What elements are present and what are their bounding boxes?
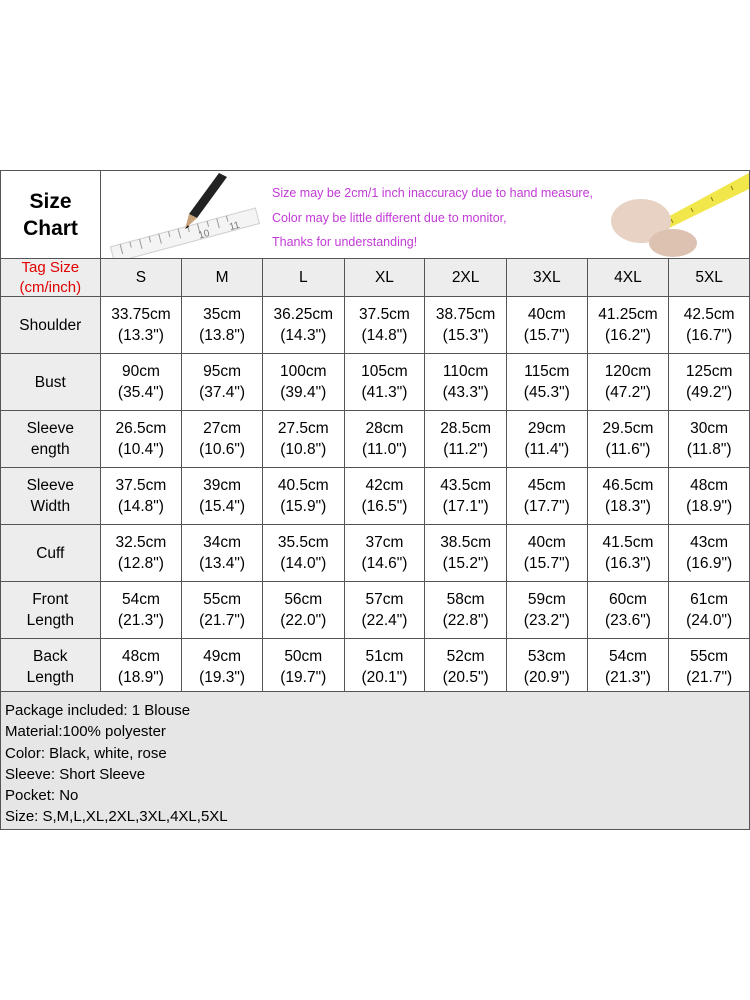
value-cm: 95cm bbox=[203, 363, 242, 380]
measurement-cell bbox=[344, 582, 425, 638]
value-inch: (20.1") bbox=[361, 669, 408, 686]
value-cm: 40cm bbox=[527, 534, 566, 551]
measurement-cell bbox=[668, 354, 749, 410]
measurement-cell bbox=[587, 297, 669, 353]
value-cm: 43cm bbox=[690, 534, 729, 551]
ruler-label: 11 bbox=[228, 219, 242, 234]
measurement-cell bbox=[100, 411, 182, 467]
measurement-label-line: Sleeve bbox=[26, 420, 74, 437]
value-cm: 110cm bbox=[442, 363, 489, 380]
measurement-row bbox=[1, 638, 749, 695]
value-inch: (17.1") bbox=[442, 498, 489, 515]
measurement-cell bbox=[344, 639, 425, 695]
measurement-cell bbox=[424, 525, 506, 581]
chart-title bbox=[1, 171, 101, 258]
size-table bbox=[1, 258, 749, 695]
measurement-cell bbox=[262, 525, 344, 581]
value-cm: 41.5cm bbox=[602, 534, 654, 551]
measurement-cell bbox=[262, 297, 344, 353]
value-cm: 51cm bbox=[365, 648, 404, 665]
value-cm: 125cm bbox=[685, 363, 733, 380]
value-cm: 33.75cm bbox=[111, 306, 171, 323]
value-cm: 30cm bbox=[690, 420, 729, 437]
size-header-cell: 2XL bbox=[424, 259, 506, 296]
measurement-cell bbox=[344, 468, 425, 524]
value-cm: 26.5cm bbox=[115, 420, 167, 437]
value-cm: 29.5cm bbox=[602, 420, 654, 437]
measurement-cell bbox=[181, 354, 262, 410]
measurement-cell bbox=[506, 354, 587, 410]
value-inch: (13.3") bbox=[117, 327, 164, 344]
value-inch: (45.3") bbox=[523, 384, 570, 401]
value-inch: (15.2") bbox=[442, 555, 489, 572]
measurement-cell bbox=[668, 582, 749, 638]
value-inch: (11.6") bbox=[605, 441, 651, 458]
value-cm: 56cm bbox=[284, 591, 323, 608]
value-cm: 54cm bbox=[121, 591, 160, 608]
value-inch: (21.3") bbox=[117, 612, 164, 629]
value-inch: (41.3") bbox=[361, 384, 408, 401]
measurement-cell bbox=[262, 411, 344, 467]
measurement-cell bbox=[587, 411, 669, 467]
value-cm: 48cm bbox=[121, 648, 160, 665]
info-material: Material:100% polyester bbox=[5, 723, 166, 741]
size-header-cell: 5XL bbox=[668, 259, 749, 296]
value-cm: 37.5cm bbox=[359, 306, 410, 323]
value-cm: 58cm bbox=[446, 591, 485, 608]
value-inch: (16.5") bbox=[361, 498, 408, 515]
measurement-cell bbox=[181, 297, 262, 353]
measurement-cell bbox=[668, 468, 749, 524]
value-inch: (21.7") bbox=[199, 612, 246, 629]
size-header-cell: L bbox=[262, 259, 344, 296]
value-inch: (15.7") bbox=[523, 555, 570, 572]
chart-title-line: Size bbox=[29, 189, 72, 213]
size-header-row bbox=[1, 258, 749, 296]
value-cm: 35cm bbox=[203, 306, 242, 323]
value-cm: 55cm bbox=[690, 648, 729, 665]
measurement-cell bbox=[100, 525, 182, 581]
value-cm: 53cm bbox=[527, 648, 566, 665]
notice-line: Thanks for understanding! bbox=[272, 235, 418, 249]
value-cm: 57cm bbox=[365, 591, 404, 608]
measurement-cell bbox=[100, 468, 182, 524]
size-chart bbox=[0, 170, 750, 830]
chart-header bbox=[1, 171, 750, 258]
info-sleeve: Sleeve: Short Sleeve bbox=[5, 765, 146, 783]
value-inch: (11.0") bbox=[362, 441, 407, 458]
value-cm: 28cm bbox=[365, 420, 404, 437]
value-inch: (10.4") bbox=[117, 441, 164, 458]
measurement-cell bbox=[262, 582, 344, 638]
value-inch: (15.7") bbox=[523, 327, 570, 344]
measurement-cell bbox=[587, 525, 669, 581]
measurement-label-line: Cuff bbox=[36, 544, 65, 562]
value-inch: (14.3") bbox=[280, 327, 327, 344]
value-inch: (19.7") bbox=[280, 669, 327, 686]
measurement-row bbox=[1, 296, 749, 353]
measurement-cell bbox=[181, 411, 262, 467]
measurement-label bbox=[1, 582, 100, 638]
measurement-row bbox=[1, 410, 749, 467]
value-inch: (15.4") bbox=[199, 498, 246, 515]
value-cm: 120cm bbox=[604, 363, 652, 380]
value-cm: 41.25cm bbox=[598, 306, 658, 323]
value-cm: 38.75cm bbox=[435, 306, 496, 323]
value-cm: 46.5cm bbox=[602, 477, 654, 494]
measurement-label-line: Shoulder bbox=[19, 316, 82, 334]
measurement-cell bbox=[181, 468, 262, 524]
value-cm: 29cm bbox=[527, 420, 566, 437]
value-cm: 105cm bbox=[361, 363, 408, 380]
tag-size-line: (cm/inch) bbox=[19, 278, 82, 296]
value-cm: 90cm bbox=[121, 363, 160, 380]
value-inch: (21.3") bbox=[604, 669, 651, 686]
value-cm: 35.5cm bbox=[277, 534, 329, 551]
size-header-cell: 4XL bbox=[587, 259, 669, 296]
value-cm: 59cm bbox=[527, 591, 566, 608]
value-inch: (35.4") bbox=[117, 384, 164, 401]
tag-size-label bbox=[1, 259, 100, 296]
value-cm: 54cm bbox=[609, 648, 647, 665]
measurement-row bbox=[1, 467, 749, 524]
measurement-label bbox=[1, 411, 100, 467]
measurement-cell bbox=[262, 639, 344, 695]
measurement-cell bbox=[181, 525, 262, 581]
value-inch: (16.7") bbox=[686, 327, 733, 344]
measurement-cell bbox=[587, 354, 669, 410]
measurement-cell bbox=[424, 297, 506, 353]
tag-size-line: Tag Size bbox=[21, 258, 80, 276]
chart-title-line: Chart bbox=[23, 216, 78, 240]
value-cm: 55cm bbox=[203, 591, 242, 608]
value-inch: (19.3") bbox=[199, 669, 246, 686]
measurement-cell bbox=[262, 354, 344, 410]
measurement-label-line: ength bbox=[30, 441, 70, 458]
value-inch: (18.9") bbox=[117, 669, 164, 686]
value-inch: (11.8") bbox=[686, 441, 732, 458]
measurement-cell bbox=[506, 525, 587, 581]
value-cm: 61cm bbox=[690, 591, 729, 608]
value-inch: (13.4") bbox=[199, 555, 246, 572]
value-cm: 32.5cm bbox=[115, 534, 167, 551]
value-inch: (11.2") bbox=[443, 441, 489, 458]
value-inch: (13.8") bbox=[199, 327, 246, 344]
measurement-cell bbox=[344, 411, 425, 467]
value-inch: (22.4") bbox=[361, 612, 408, 629]
measurement-label-line: Sleeve bbox=[26, 477, 74, 494]
value-cm: 45cm bbox=[527, 477, 566, 494]
info-color: Color: Black, white, rose bbox=[5, 744, 167, 762]
measurement-cell bbox=[506, 582, 587, 638]
measurement-cell bbox=[587, 468, 669, 524]
value-cm: 43.5cm bbox=[440, 477, 492, 494]
info-package: Package included: 1 Blouse bbox=[5, 702, 191, 719]
measurement-notice-banner bbox=[101, 171, 749, 258]
measurement-label bbox=[1, 468, 100, 524]
measurement-cell bbox=[344, 297, 425, 353]
measurement-cell bbox=[506, 639, 587, 695]
value-cm: 27.5cm bbox=[277, 420, 329, 437]
value-inch: (15.3") bbox=[442, 327, 489, 344]
value-cm: 36.25cm bbox=[273, 306, 333, 323]
measurement-row bbox=[1, 524, 749, 581]
measurement-cell bbox=[506, 468, 587, 524]
measurement-cell bbox=[100, 354, 182, 410]
value-inch: (24.0") bbox=[686, 612, 733, 629]
value-inch: (47.2") bbox=[604, 384, 651, 401]
measurement-label-line: Bust bbox=[34, 373, 66, 391]
measurement-label-line: Length bbox=[26, 612, 74, 629]
value-cm: 37.5cm bbox=[115, 477, 167, 494]
value-cm: 38.5cm bbox=[440, 534, 492, 551]
value-inch: (23.2") bbox=[523, 612, 570, 629]
measurement-row bbox=[1, 581, 749, 638]
value-inch: (10.6") bbox=[199, 441, 246, 458]
value-cm: 42cm bbox=[365, 477, 404, 494]
measurement-cell bbox=[587, 639, 669, 695]
measurement-cell bbox=[424, 582, 506, 638]
value-cm: 28.5cm bbox=[440, 420, 492, 437]
measurement-cell bbox=[100, 582, 182, 638]
value-cm: 50cm bbox=[284, 648, 323, 665]
info-sizes: Size: S,M,L,XL,2XL,3XL,4XL,5XL bbox=[5, 808, 228, 826]
value-inch: (21.7") bbox=[686, 669, 733, 686]
measurement-cell bbox=[424, 468, 506, 524]
value-cm: 49cm bbox=[203, 648, 242, 665]
value-inch: (17.7") bbox=[523, 498, 570, 515]
value-inch: (20.5") bbox=[442, 669, 489, 686]
measurement-cell bbox=[344, 354, 425, 410]
notice-line: Size may be 2cm/1 inch inaccuracy due to hand measure, bbox=[272, 186, 594, 200]
measurement-cell bbox=[100, 297, 182, 353]
size-header-cell: M bbox=[181, 259, 262, 296]
measurement-label-line: Back bbox=[33, 648, 68, 665]
measurement-row bbox=[1, 353, 749, 410]
measurement-cell bbox=[668, 297, 749, 353]
value-inch: (14.0") bbox=[280, 555, 327, 572]
value-cm: 115cm bbox=[524, 363, 570, 380]
measurement-cell bbox=[506, 411, 587, 467]
value-cm: 34cm bbox=[203, 534, 242, 551]
size-header-cell: S bbox=[100, 259, 182, 296]
measurement-cell bbox=[181, 639, 262, 695]
value-inch: (14.6") bbox=[361, 555, 408, 572]
value-inch: (22.8") bbox=[442, 612, 489, 629]
ruler-label: 10 bbox=[197, 227, 211, 242]
value-cm: 52cm bbox=[446, 648, 485, 665]
notice-line: Color may be little different due to monitor, bbox=[272, 211, 507, 225]
measurement-cell bbox=[424, 354, 506, 410]
value-cm: 27cm bbox=[203, 420, 242, 437]
measurement-label-line: Length bbox=[26, 669, 74, 686]
measurement-cell bbox=[262, 468, 344, 524]
value-cm: 37cm bbox=[365, 534, 404, 551]
value-inch: (39.4") bbox=[280, 384, 327, 401]
value-inch: (16.2") bbox=[604, 327, 651, 344]
value-inch: (20.9") bbox=[523, 669, 570, 686]
value-cm: 42.5cm bbox=[683, 306, 735, 323]
value-inch: (16.3") bbox=[604, 555, 651, 572]
measurement-label bbox=[1, 525, 100, 581]
measurement-label bbox=[1, 639, 100, 695]
measurement-cell bbox=[668, 411, 749, 467]
value-inch: (18.3") bbox=[604, 498, 651, 515]
measurement-cell bbox=[181, 582, 262, 638]
size-header-cell: XL bbox=[344, 259, 425, 296]
measurement-label-line: Front bbox=[32, 591, 69, 608]
measurement-cell bbox=[344, 525, 425, 581]
value-inch: (49.2") bbox=[686, 384, 733, 401]
value-cm: 40cm bbox=[527, 306, 566, 323]
measurement-cell bbox=[587, 582, 669, 638]
value-inch: (14.8") bbox=[361, 327, 408, 344]
value-cm: 40.5cm bbox=[277, 477, 329, 494]
measurement-cell bbox=[100, 639, 182, 695]
value-inch: (43.3") bbox=[442, 384, 489, 401]
value-inch: (22.0") bbox=[280, 612, 327, 629]
value-inch: (10.8") bbox=[280, 441, 327, 458]
size-header-cell: 3XL bbox=[506, 259, 587, 296]
value-inch: (18.9") bbox=[686, 498, 733, 515]
value-cm: 100cm bbox=[280, 363, 327, 380]
value-inch: (16.9") bbox=[686, 555, 733, 572]
measurement-cell bbox=[668, 525, 749, 581]
measurement-cell bbox=[424, 411, 506, 467]
value-inch: (12.8") bbox=[117, 555, 164, 572]
measurement-label bbox=[1, 354, 100, 410]
measurement-label bbox=[1, 297, 100, 353]
measurement-cell bbox=[424, 639, 506, 695]
value-cm: 39cm bbox=[203, 477, 242, 494]
measuring-tape-icon bbox=[611, 173, 749, 257]
value-cm: 48cm bbox=[690, 477, 729, 494]
product-info-panel bbox=[1, 691, 749, 829]
info-pocket: Pocket: No bbox=[5, 787, 79, 805]
value-inch: (23.6") bbox=[604, 612, 651, 629]
measurement-cell bbox=[506, 297, 587, 353]
value-inch: (15.9") bbox=[280, 498, 327, 515]
value-inch: (11.4") bbox=[524, 441, 570, 458]
value-inch: (14.8") bbox=[117, 498, 164, 515]
measurement-label-line: Width bbox=[30, 498, 71, 515]
value-inch: (37.4") bbox=[199, 384, 246, 401]
measurement-cell bbox=[668, 639, 749, 695]
value-cm: 60cm bbox=[609, 591, 647, 608]
